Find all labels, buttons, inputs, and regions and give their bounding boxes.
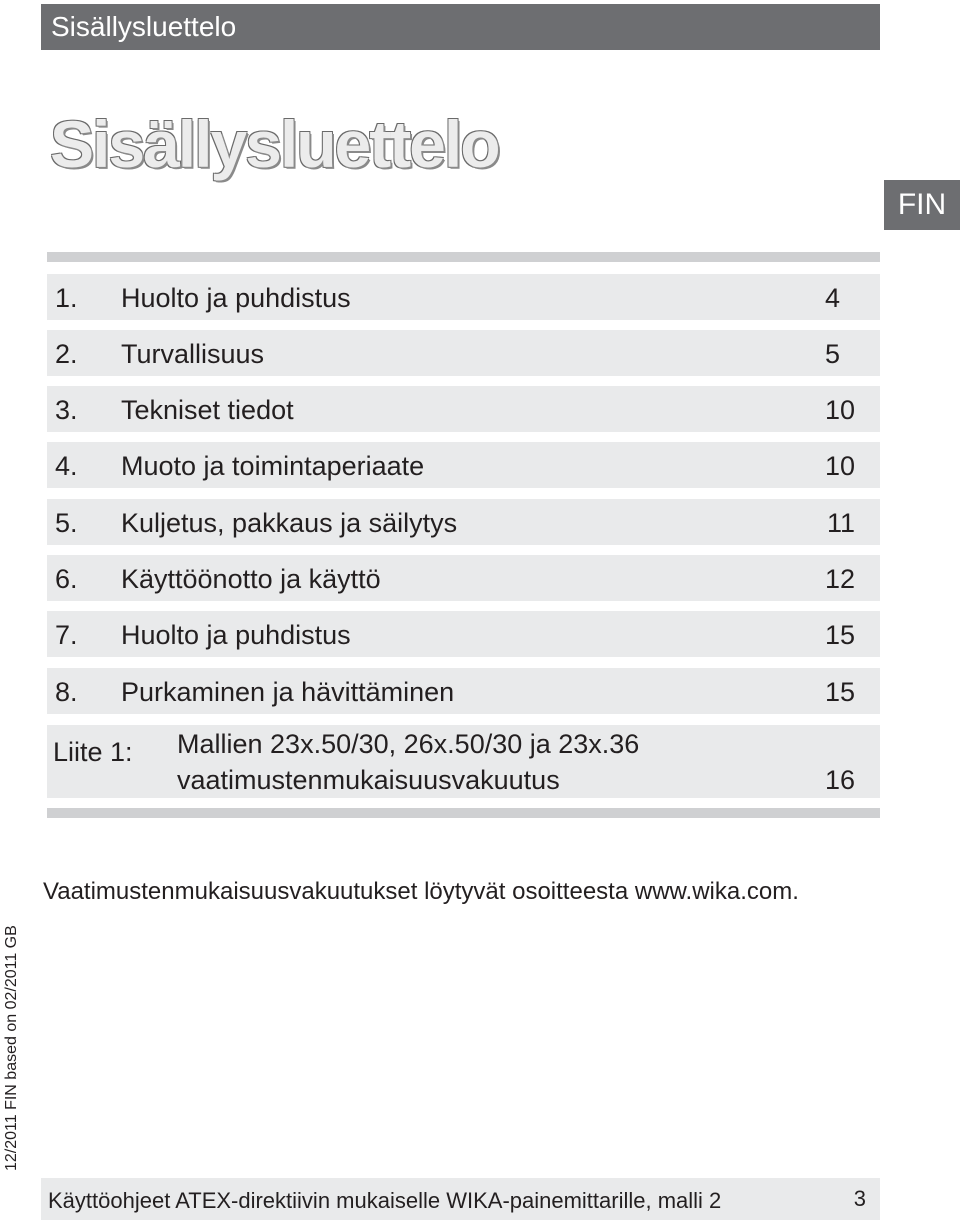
annex-title-line2: vaatimustenmukaisuusvakuutus	[177, 765, 560, 795]
toc-page-number: 10	[824, 451, 855, 481]
annex-label: Liite 1:	[53, 737, 133, 767]
toc-row-6[interactable]	[47, 555, 880, 601]
document-code: 12/2011 FIN based on 02/2011 GB	[3, 925, 20, 1171]
toc-number: 8.	[55, 677, 78, 707]
toc-number: 4.	[55, 451, 78, 481]
toc-number: 7.	[55, 620, 78, 650]
toc-page-number: 4	[824, 283, 840, 313]
toc-page-number: 10	[824, 395, 855, 425]
toc-title: Huolto ja puhdistus	[121, 283, 351, 313]
declaration-note: Vaatimustenmukaisuusvakuutukset löytyvät osoitteesta www.wika.com.	[43, 878, 799, 905]
toc-page-number: 16	[824, 765, 855, 795]
toc-number: 1.	[55, 283, 78, 313]
toc-annex-row[interactable]	[47, 725, 880, 798]
page-title: Sisällysluettelo	[50, 107, 499, 181]
header-bar	[41, 4, 880, 50]
toc-title: Huolto ja puhdistus	[121, 620, 351, 650]
header-title: Sisällysluettelo	[51, 11, 237, 42]
toc-page-number: 12	[824, 564, 855, 594]
toc-row-1[interactable]	[47, 274, 880, 320]
footer-page-number: 3	[853, 1186, 866, 1211]
toc-row-5[interactable]	[47, 499, 880, 545]
toc-title: Turvallisuus	[121, 339, 265, 369]
annex-title-line1: Mallien 23x.50/30, 26x.50/30 ja 23x.36	[177, 729, 640, 759]
toc-row-2[interactable]	[47, 330, 880, 376]
toc-page-number: 15	[824, 677, 855, 707]
toc-row-7[interactable]	[47, 611, 880, 657]
toc-number: 5.	[55, 508, 78, 538]
toc-page-number: 11	[826, 508, 855, 538]
toc-title: Muoto ja toimintaperiaate	[121, 451, 425, 481]
toc-top-rule	[47, 252, 880, 262]
toc-title: Käyttöönotto ja käyttö	[121, 564, 381, 594]
toc-row-3[interactable]	[47, 386, 880, 432]
toc-number: 2.	[55, 339, 78, 369]
toc-page-number: 15	[824, 620, 855, 650]
toc-title: Tekniset tiedot	[121, 395, 294, 425]
toc-bottom-rule	[47, 808, 880, 818]
footer-text: Käyttöohjeet ATEX-direktiivin mukaiselle WIKA-painemittarille, malli 2	[48, 1188, 722, 1213]
language-tab-label: FIN	[897, 188, 947, 221]
toc-number: 3.	[55, 395, 78, 425]
toc-number: 6.	[55, 564, 78, 594]
toc-page-number: 5	[824, 339, 840, 369]
language-tab	[884, 180, 960, 230]
page-footer	[41, 1178, 880, 1220]
toc-title: Purkaminen ja hävittäminen	[121, 677, 455, 707]
toc-row-4[interactable]	[47, 442, 880, 488]
toc-title: Kuljetus, pakkaus ja säilytys	[121, 508, 458, 538]
toc-row-8[interactable]	[47, 668, 880, 714]
